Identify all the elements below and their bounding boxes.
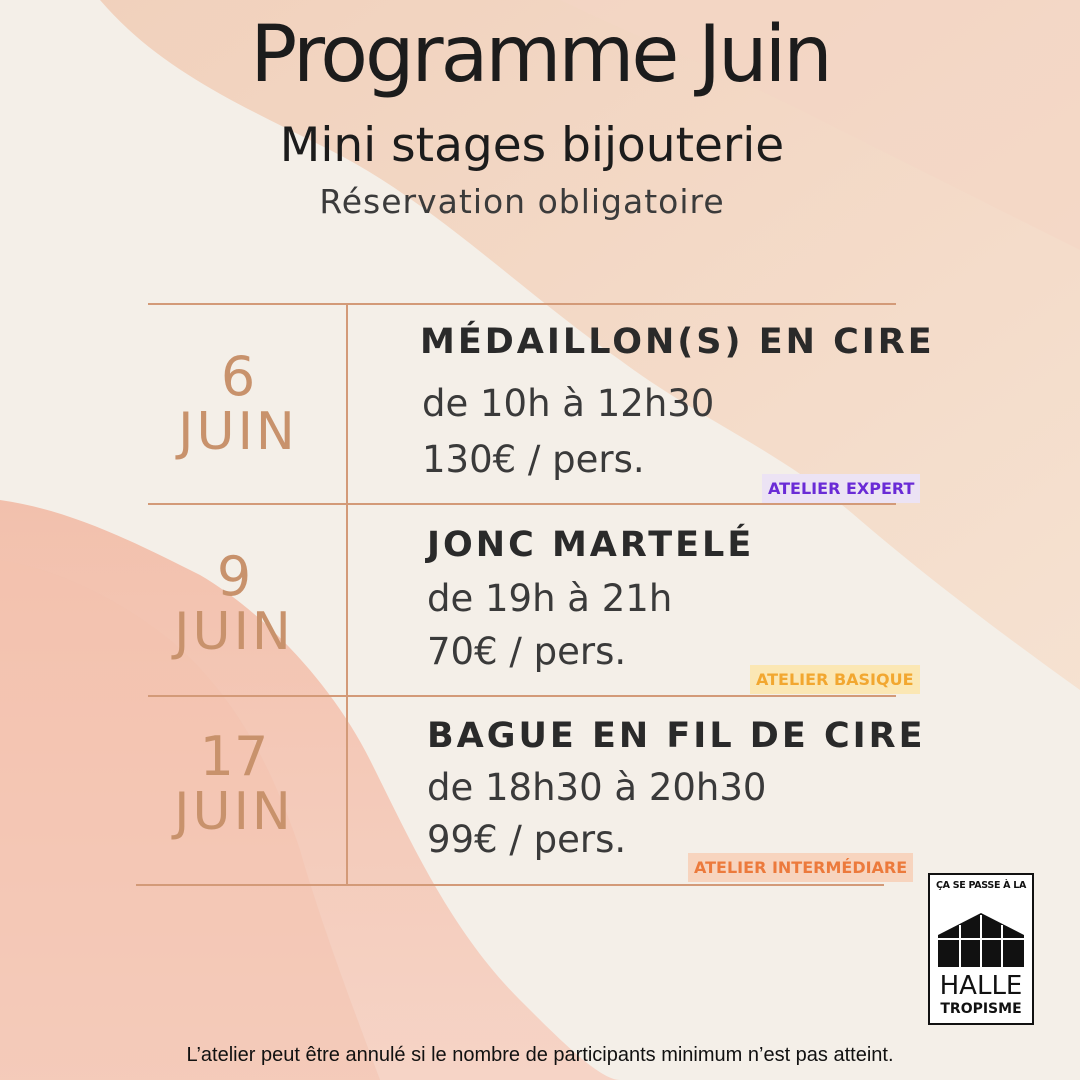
logo-subname: TROPISME (940, 1001, 1022, 1017)
page-title: Programme Juin (250, 10, 830, 100)
date-workshop-2 (134, 545, 334, 662)
date-day: 9 (216, 545, 252, 608)
date-month: JUIN (178, 402, 298, 462)
table-rule-1 (148, 503, 896, 505)
workshop-time: de 19h à 21h (427, 577, 673, 620)
reservation-note: Réservation obligatoire (319, 182, 725, 221)
workshop-title: MÉDAILLON(S) EN CIRE (420, 322, 935, 362)
workshop-time: de 18h30 à 20h30 (427, 766, 767, 809)
logo-name: HALLE (939, 971, 1023, 1001)
halle-tropisme-logo (928, 873, 1034, 1025)
date-month: JUIN (174, 602, 294, 662)
date-workshop-1 (138, 345, 338, 462)
cancellation-note: L’atelier peut être annulé si le nombre de participants minimum n’est pas atteint. (186, 1044, 894, 1066)
workshop-price: 70€ / pers. (427, 630, 627, 673)
table-rule-bottom (136, 884, 884, 886)
level-badge-basic: ATELIER BASIQUE (750, 665, 920, 694)
level-badge-expert: ATELIER EXPERT (762, 474, 920, 503)
date-month: JUIN (174, 782, 294, 842)
page-subtitle: Mini stages bijouterie (279, 118, 785, 173)
date-day: 17 (199, 725, 269, 788)
level-badge-intermediate: ATELIER INTERMÉDIARE (688, 853, 913, 882)
table-rule-top (148, 303, 896, 305)
workshop-time: de 10h à 12h30 (422, 382, 715, 425)
table-rule-2 (148, 695, 896, 697)
table-divider (346, 303, 348, 885)
workshop-title: BAGUE EN FIL DE CIRE (427, 716, 926, 756)
workshop-title: JONC MARTELÉ (427, 525, 755, 565)
building-icon (936, 911, 1026, 967)
logo-tagline: ÇA SE PASSE À LA (935, 880, 1027, 891)
workshop-price: 99€ / pers. (427, 818, 627, 861)
date-day: 6 (220, 345, 256, 408)
date-workshop-3 (134, 725, 334, 842)
workshop-price: 130€ / pers. (422, 438, 645, 481)
